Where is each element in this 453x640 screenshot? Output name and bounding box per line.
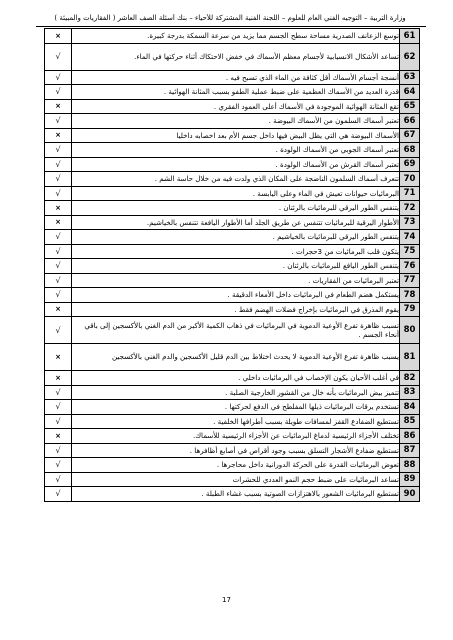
question-number: 79 bbox=[400, 302, 420, 317]
question-text: تتعرف أسماك السلمون الناضجة على المكان الذي ولدت فيه من خلال حاسة الشم . bbox=[72, 172, 400, 187]
question-number: 80 bbox=[400, 317, 420, 344]
question-text: يستكمل هضم الطعام في البرمائيات داخل الأمعاء الدقيقة . bbox=[72, 288, 400, 303]
question-number: 77 bbox=[400, 273, 420, 288]
question-text: توسع الزعانف الصدرية مساحة سطح الجسم مما يزيد من سرعة السمكة بدرجة كبيرة. bbox=[72, 29, 400, 44]
question-text: يتنفس الطور اليافع للبرمائيات بالرئتان . bbox=[72, 259, 400, 274]
question-number: 81 bbox=[400, 344, 420, 371]
question-text: أنسجة أجسام الأسماك أقل كثافة من الماء الذي تسبح فيه . bbox=[72, 70, 400, 85]
table-row bbox=[45, 230, 420, 245]
table-row bbox=[45, 128, 420, 143]
question-text: تستخدم يرقات البرمائيات ذيلها المفلطح في الدفع لحركتها . bbox=[72, 400, 400, 415]
true-mark: √ bbox=[45, 259, 72, 274]
question-text: تستطيع ضفادع الأشجار التسلق بسبب وجود أقراص في أصابع أظافرها . bbox=[72, 443, 400, 458]
question-number: 84 bbox=[400, 400, 420, 415]
table-row bbox=[45, 385, 420, 400]
question-number: 90 bbox=[400, 487, 420, 502]
question-text: تعتبر أسماك القرش من الأسماك الولودة . bbox=[72, 157, 400, 172]
question-text: تستطيع الضفادع القفز لمسافات طويلة بسبب أطرافها الخلفية . bbox=[72, 414, 400, 429]
question-number: 67 bbox=[400, 128, 420, 143]
table-row bbox=[45, 273, 420, 288]
question-text: في أغلب الأحيان يكون الإخصاب في البرمائيات داخلي . bbox=[72, 371, 400, 386]
question-text: تقع المثانة الهوائية الموجودة في الأسماك أعلى العمود الفقري . bbox=[72, 99, 400, 114]
question-text: يتنفس الطور اليرقي للبرمائيات بالرئتان . bbox=[72, 201, 400, 216]
table-row bbox=[45, 400, 420, 415]
question-number: 76 bbox=[400, 259, 420, 274]
question-number: 65 bbox=[400, 99, 420, 114]
question-number: 64 bbox=[400, 85, 420, 100]
question-number: 66 bbox=[400, 114, 420, 129]
table-row bbox=[45, 157, 420, 172]
question-number: 86 bbox=[400, 429, 420, 444]
question-number: 61 bbox=[400, 29, 420, 44]
question-number: 70 bbox=[400, 172, 420, 187]
true-mark: √ bbox=[45, 244, 72, 259]
table-row bbox=[45, 99, 420, 114]
header-divider bbox=[36, 26, 426, 27]
table-row bbox=[45, 85, 420, 100]
table-row bbox=[45, 458, 420, 473]
question-text: تعتبر أسماك السلمون من الأسماك البيوضة . bbox=[72, 114, 400, 129]
question-number: 62 bbox=[400, 43, 420, 70]
true-mark: √ bbox=[45, 443, 72, 458]
false-mark: × bbox=[45, 128, 72, 143]
question-text: البرمائيات حيوانات تعيش في الماء وعلى اليابسة . bbox=[72, 186, 400, 201]
question-number: 74 bbox=[400, 230, 420, 245]
table-row bbox=[45, 29, 420, 44]
true-mark: √ bbox=[45, 114, 72, 129]
table-row bbox=[45, 143, 420, 158]
table-row bbox=[45, 259, 420, 274]
table-row bbox=[45, 201, 420, 216]
false-mark: × bbox=[45, 429, 72, 444]
true-mark: √ bbox=[45, 385, 72, 400]
false-mark: × bbox=[45, 302, 72, 317]
question-number: 78 bbox=[400, 288, 420, 303]
table-row bbox=[45, 288, 420, 303]
true-mark: √ bbox=[45, 414, 72, 429]
question-text: تساعد البرمائيات على ضبط حجم النمو العددي للحشرات bbox=[72, 472, 400, 487]
true-mark: √ bbox=[45, 230, 72, 245]
true-mark: √ bbox=[45, 317, 72, 344]
question-text: تسبب ظاهرة تفرع الأوعية الدموية في البرمائيات في ذهاب الكمية الأكبر من الدم الغني بالأكسجين إلى باقي أنحاء الجسم . bbox=[72, 317, 400, 344]
false-mark: × bbox=[45, 344, 72, 371]
question-text: تعوض البرمائيات القدرة على الحركة الدورانية داخل محاجرها . bbox=[72, 458, 400, 473]
question-text: تساعد الأشكال الانسيابية لأجسام معظم الأسماك في خفض الاحتكاك أثناء حركتها في الماء. bbox=[72, 43, 400, 70]
table-row bbox=[45, 215, 420, 230]
questions-table bbox=[44, 28, 420, 502]
table-row bbox=[45, 244, 420, 259]
table-row bbox=[45, 186, 420, 201]
question-number: 88 bbox=[400, 458, 420, 473]
true-mark: √ bbox=[45, 85, 72, 100]
table-row bbox=[45, 43, 420, 70]
true-mark: √ bbox=[45, 288, 72, 303]
question-number: 89 bbox=[400, 472, 420, 487]
table-row bbox=[45, 70, 420, 85]
false-mark: × bbox=[45, 29, 72, 44]
page-number: 17 bbox=[222, 596, 231, 604]
table-row bbox=[45, 414, 420, 429]
question-text: الأسماك البيوضة هي التي يظل البيض فيها داخل جسم الأم بعد اخصابه داخليا bbox=[72, 128, 400, 143]
question-number: 72 bbox=[400, 201, 420, 216]
true-mark: √ bbox=[45, 400, 72, 415]
question-number: 87 bbox=[400, 443, 420, 458]
table-row bbox=[45, 443, 420, 458]
question-text: تعتبر أسماك الجوبي من الأسماك الولودة . bbox=[72, 143, 400, 158]
true-mark: √ bbox=[45, 186, 72, 201]
question-number: 85 bbox=[400, 414, 420, 429]
false-mark: × bbox=[45, 201, 72, 216]
true-mark: √ bbox=[45, 143, 72, 158]
question-text: تختلف الأجزاء الرئيسية لدماغ البرمائيات عن الأجزاء الرئيسية للأسماك. bbox=[72, 429, 400, 444]
true-mark: √ bbox=[45, 70, 72, 85]
false-mark: × bbox=[45, 371, 72, 386]
question-text: يسبب ظاهرة تفرع الأوعية الدموية لا يحدث اختلاط بين الدم قليل الأكسجين والدم الغني بالأكسجين bbox=[72, 344, 400, 371]
false-mark: × bbox=[45, 215, 72, 230]
question-text: يتنفس الطور اليرقي للبرمائيات بالخياشيم . bbox=[72, 230, 400, 245]
question-number: 63 bbox=[400, 70, 420, 85]
question-number: 83 bbox=[400, 385, 420, 400]
question-text: قدرة العديد من الأسماك العظمية على ضبط عملية الطفو بسبب المثانة الهوائية . bbox=[72, 85, 400, 100]
question-text: تعتبر البرمائيات من الفقاريات . bbox=[72, 273, 400, 288]
question-text: تستطيع البرمائيات الشعور بالاهتزازات الصوتية بسبب غشاء الطبلة . bbox=[72, 487, 400, 502]
table-row bbox=[45, 472, 420, 487]
question-text: يتكون قلب البرمائيات من 3حجرات . bbox=[72, 244, 400, 259]
table-row bbox=[45, 114, 420, 129]
question-number: 68 bbox=[400, 143, 420, 158]
question-text: الأطوار اليرقية للبرمائيات تتنفس عن طريق الجلد أما الأطوار اليافعة تتنفس بالخياشيم. bbox=[72, 215, 400, 230]
table-row bbox=[45, 172, 420, 187]
false-mark: × bbox=[45, 99, 72, 114]
question-number: 69 bbox=[400, 157, 420, 172]
true-mark: √ bbox=[45, 472, 72, 487]
question-text: تتميز بيض البرمائيات بأنه خال من القشور الخارجية الصلبة . bbox=[72, 385, 400, 400]
true-mark: √ bbox=[45, 157, 72, 172]
true-mark: √ bbox=[45, 458, 72, 473]
page-header: وزارة التربية – التوجيه الفني العام للعلوم – اللجنة الفنية المشتركة للأحياء – بنك أسئلة الصف العاشر ( الفقاريات والمبيئة ) bbox=[54, 14, 406, 22]
question-number: 75 bbox=[400, 244, 420, 259]
table-row bbox=[45, 487, 420, 502]
table-row bbox=[45, 302, 420, 317]
question-number: 82 bbox=[400, 371, 420, 386]
table-row bbox=[45, 371, 420, 386]
question-number: 73 bbox=[400, 215, 420, 230]
question-text: يقوم المذرق في البرمائيات بإخراج فضلات الهضم فقط . bbox=[72, 302, 400, 317]
true-mark: √ bbox=[45, 487, 72, 502]
table-row bbox=[45, 317, 420, 344]
question-number: 71 bbox=[400, 186, 420, 201]
table-row bbox=[45, 344, 420, 371]
true-mark: √ bbox=[45, 273, 72, 288]
true-mark: √ bbox=[45, 172, 72, 187]
true-mark: √ bbox=[45, 43, 72, 70]
table-row bbox=[45, 429, 420, 444]
